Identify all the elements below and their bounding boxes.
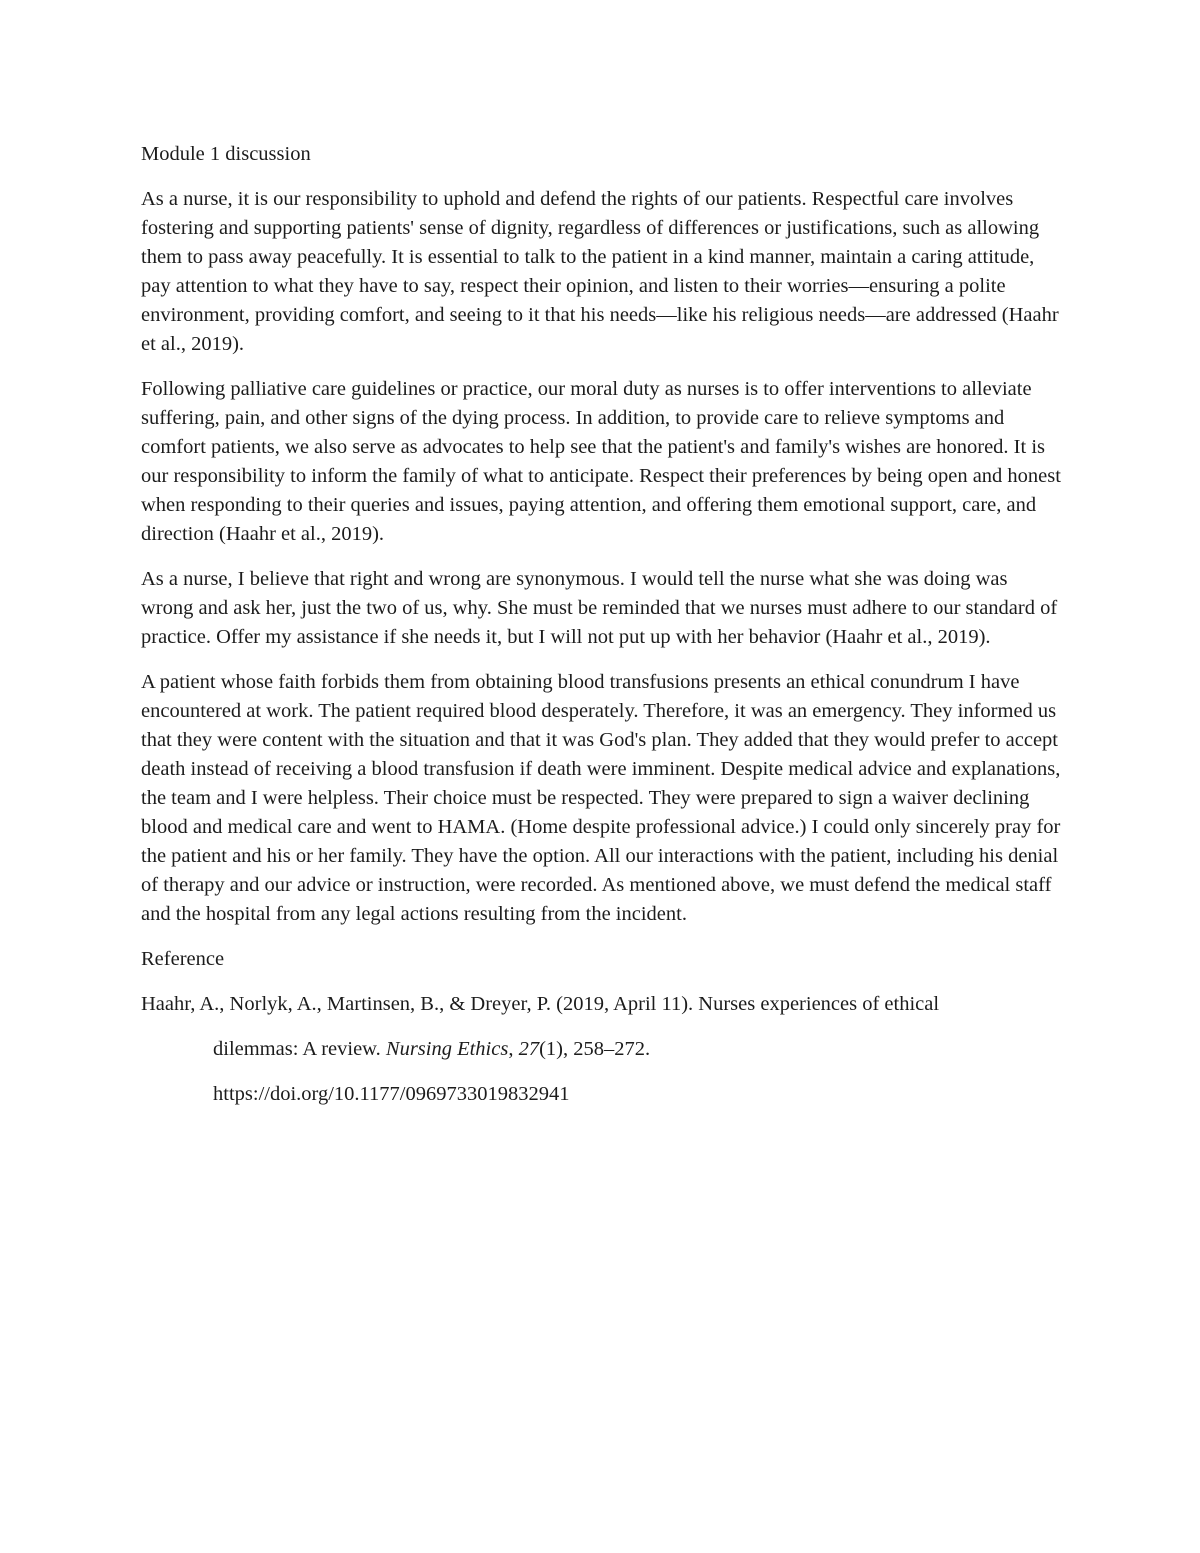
reference-authors-line: Haahr, A., Norlyk, A., Martinsen, B., & Dreyer, P. (2019, April 11). Nurses experiences of ethical <box>141 993 940 1015</box>
reference-title-end: dilemmas: A review. <box>213 1038 386 1060</box>
reference-heading: Reference <box>141 948 225 970</box>
paragraph-3: As a nurse, I believe that right and wrong are synonymous. I would tell the nurse what she was doing was wrong and ask her, just the two of us, why. She must be reminded that we nurses must adhere to our standard of practice. Offer my assistance if she needs it, but I will not put up with her behavior (Haahr et al., 2019). <box>141 568 1058 648</box>
reference-doi: https://doi.org/10.1177/0969733019832941 <box>213 1083 570 1105</box>
reference-journal-line <box>141 1035 1061 1064</box>
reference-comma: , <box>508 1038 519 1060</box>
document-body <box>141 140 1061 1125</box>
paragraph-2: Following palliative care guidelines or practice, our moral duty as nurses is to offer interventions to alleviate suffering, pain, and other signs of the dying process. In addition, to provide care to relieve symptoms and comfort patients, we also serve as advocates to help see that the patient's and family's wishes are honored. It is our responsibility to inform the family of what to anticipate. Respect their preferences by being open and honest when responding to their queries and issues, paying attention, and offering them emotional support, care, and direction (Haahr et al., 2019). <box>141 378 1061 545</box>
document-title: Module 1 discussion <box>141 143 311 165</box>
reference-issue-pages: (1), 258–272. <box>539 1038 651 1060</box>
paragraph-1: As a nurse, it is our responsibility to uphold and defend the rights of our patients. Respectful care involves fostering and supporting patients' sense of dignity, regardless of differences or justifications, such as allowing them to pass away peacefully. It is essential to talk to the patient in a kind manner, maintain a caring attitude, pay attention to what they have to say, respect their opinion, and listen to their worries—ensuring a polite environment, providing comfort, and seeing to it that his needs—like his religious needs—are addressed (Haahr et al., 2019). <box>141 188 1059 355</box>
paragraph-4: A patient whose faith forbids them from obtaining blood transfusions presents an ethical conundrum I have encountered at work. The patient required blood desperately. Therefore, it was an emergency. They informed us that they were content with the situation and that it was God's plan. They added that they would prefer to accept death instead of receiving a blood transfusion if death were imminent. Despite medical advice and explanations, the team and I were helpless. Their choice must be respected. They were prepared to sign a waiver declining blood and medical care and went to HAMA. (Home despite professional advice.) I could only sincerely pray for the patient and his or her family. They have the option. All our interactions with the patient, including his denial of therapy and our advice or instruction, were recorded. As mentioned above, we must defend the medical staff and the hospital from any legal actions resulting from the incident. <box>141 671 1061 925</box>
reference-volume: 27 <box>518 1038 540 1060</box>
reference-journal-name: Nursing Ethics <box>385 1038 509 1060</box>
